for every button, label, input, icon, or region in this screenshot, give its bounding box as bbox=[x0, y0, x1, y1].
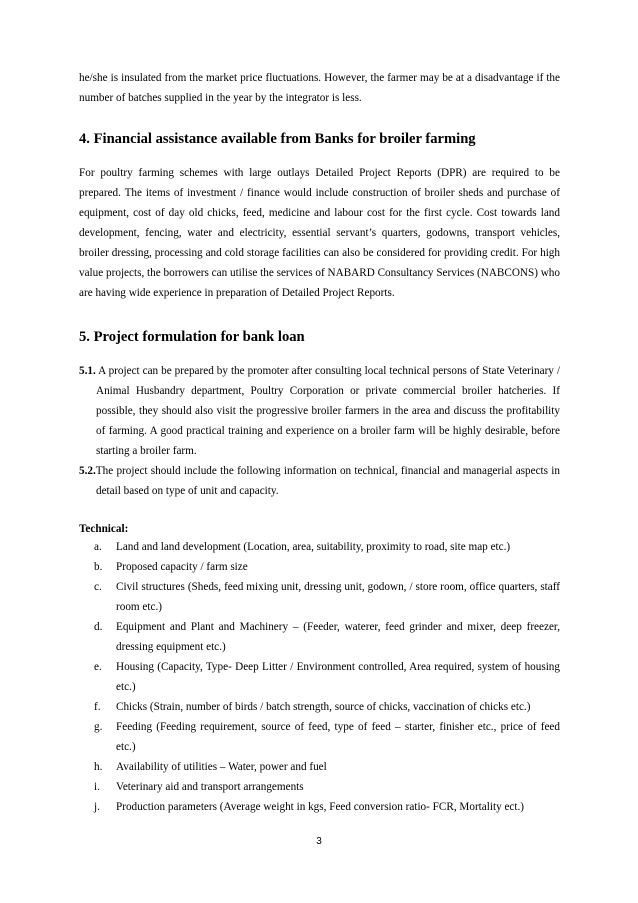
list-marker: d. bbox=[94, 621, 103, 633]
list-item-text: Availability of utilities – Water, power and fuel bbox=[116, 761, 327, 773]
section-5-heading: 5. Project formulation for bank loan bbox=[79, 329, 305, 345]
list-item-f bbox=[94, 697, 560, 717]
page-number: 3 bbox=[316, 836, 322, 847]
list-marker: a. bbox=[94, 541, 102, 553]
list-item-text: Proposed capacity / farm size bbox=[116, 561, 248, 573]
list-marker: h. bbox=[94, 761, 103, 773]
technical-heading: Technical: bbox=[79, 523, 129, 535]
item-5-2 bbox=[79, 461, 560, 501]
list-item-i bbox=[94, 777, 560, 797]
list-item-j bbox=[94, 797, 560, 817]
item-5-1-text: A project can be prepared by the promoter after consulting local technical persons of State Veterinary / Animal Husbandry department, Poultry Corporation or private commercial broiler hatcheries. If possible, they should also visit the progressive broiler farmers in the area and discuss the profitability of farming. A good practical training and experience on a broiler farm will be highly desirable, before starting a broiler farm. bbox=[95, 365, 560, 457]
list-item-a bbox=[94, 537, 560, 557]
list-item-text: Civil structures (Sheds, feed mixing unit, dressing unit, godown, / store room, office quarters, staff room etc.) bbox=[116, 581, 560, 613]
item-5-2-text: The project should include the following information on technical, financial and managerial aspects in detail based on type of unit and capacity. bbox=[95, 465, 560, 497]
list-item-d bbox=[94, 617, 560, 657]
list-item-text: Housing (Capacity, Type- Deep Litter / Environment controlled, Area required, system of housing etc.) bbox=[116, 661, 560, 693]
list-item-text: Chicks (Strain, number of birds / batch strength, source of chicks, vaccination of chicks etc.) bbox=[116, 701, 531, 713]
list-marker: j. bbox=[94, 801, 100, 813]
list-item-text: Land and land development (Location, area, suitability, proximity to road, site map etc.) bbox=[116, 541, 511, 553]
list-marker: g. bbox=[94, 721, 103, 733]
item-5-2-number: 5.2. bbox=[79, 465, 96, 477]
list-marker: f. bbox=[94, 701, 101, 713]
continuation-paragraph: he/she is insulated from the market price fluctuations. However, the farmer may be at a disadvantage if the number of batches supplied in the year by the integrator is less. bbox=[79, 72, 560, 104]
list-item-text: Veterinary aid and transport arrangements bbox=[116, 781, 304, 793]
technical-list bbox=[94, 537, 560, 817]
list-item-h bbox=[94, 757, 560, 777]
list-item-text: Feeding (Feeding requirement, source of feed, type of feed – starter, finisher etc., price of feed etc.) bbox=[116, 721, 560, 753]
list-item-text: Production parameters (Average weight in kgs, Feed conversion ratio- FCR, Mortality ect.) bbox=[116, 801, 525, 813]
list-marker: c. bbox=[94, 581, 102, 593]
section-4-paragraph: For poultry farming schemes with large outlays Detailed Project Reports (DPR) are required to be prepared. The items of investment / finance would include construction of broiler sheds and purchase of equipment, cost of day old chicks, feed, medicine and labour cost for the first cycle. Cost towards land development, fencing, water and electricity, essential servant’s quarters, godowns, transport vehicles, broiler dressing, processing and cold storage facilities can also be considered for providing credit. For high value projects, the borrowers can utilise the services of NABARD Consultancy Services (NABCONS) who are having wide experience in preparation of Detailed Project Reports. bbox=[79, 167, 560, 299]
item-5-1-number: 5.1. bbox=[79, 365, 96, 377]
section-4-heading: 4. Financial assistance available from Banks for broiler farming bbox=[79, 131, 476, 147]
list-marker: e. bbox=[94, 661, 102, 673]
list-item-b bbox=[94, 557, 560, 577]
list-item-g bbox=[94, 717, 560, 757]
list-item-c bbox=[94, 577, 560, 617]
item-5-1 bbox=[79, 361, 560, 461]
list-marker: b. bbox=[94, 561, 103, 573]
list-item-e bbox=[94, 657, 560, 697]
list-item-text: Equipment and Plant and Machinery – (Feeder, waterer, feed grinder and mixer, deep freezer, dressing equipment etc.) bbox=[116, 621, 560, 653]
list-marker: i. bbox=[94, 781, 100, 793]
